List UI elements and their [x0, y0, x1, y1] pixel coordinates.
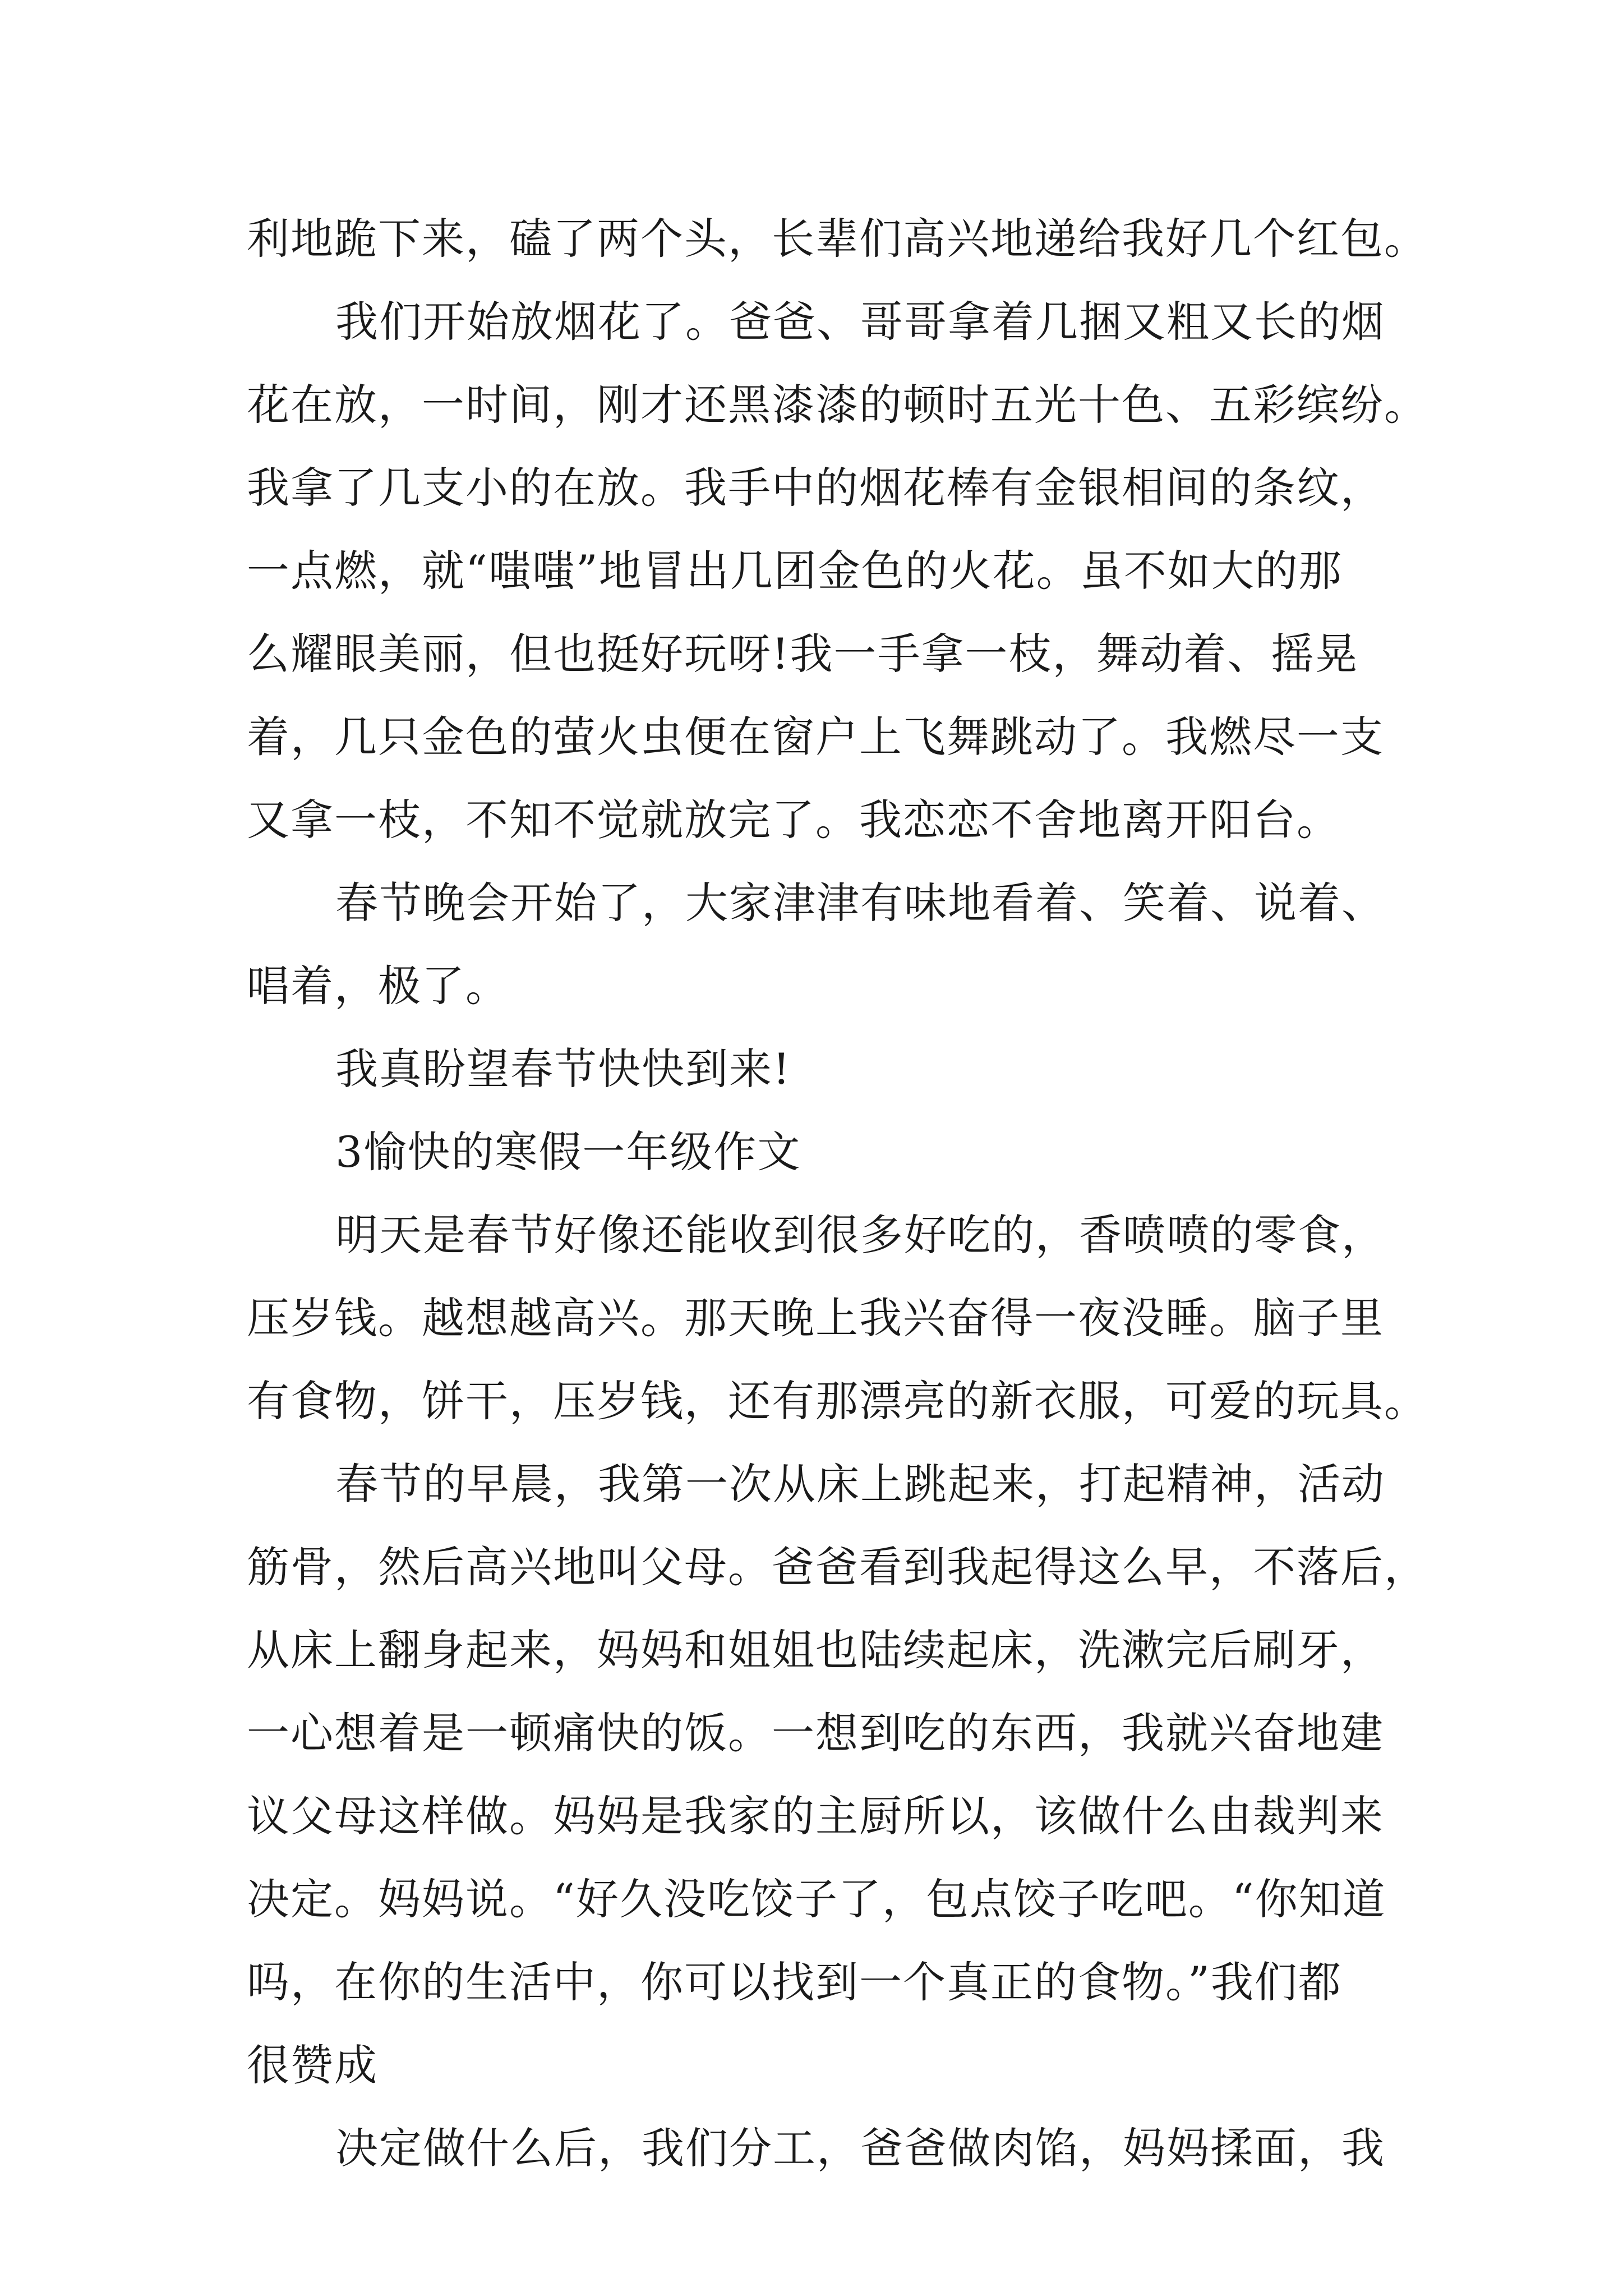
text-line: 又拿一枝，不知不觉就放完了。我恋恋不舍地离开阳台。	[247, 795, 1340, 845]
paragraph-start: 我们开始放烟花了。爸爸、哥哥拿着几捆又粗又长的烟	[335, 297, 1385, 347]
text-line: 很赞成	[247, 2040, 378, 2090]
paragraph-start: 春节的早晨，我第一次从床上跳起来，打起精神，活动	[335, 1459, 1385, 1509]
section-heading: 3愉快的寒假一年级作文	[335, 1127, 801, 1177]
text-line: 唱着，极了。	[247, 961, 509, 1011]
text-line: 我拿了几支小的在放。我手中的烟花棒有金银相间的条纹，	[247, 463, 1384, 513]
paragraph-start: 决定做什么后，我们分工，爸爸做肉馅，妈妈揉面，我	[335, 2123, 1385, 2173]
text-line: 利地跪下来，磕了两个头，长辈们高兴地递给我好几个红包。	[247, 214, 1428, 264]
text-line: 么耀眼美丽，但也挺好玩呀!我一手拿一枝，舞动着、摇晃	[247, 629, 1359, 679]
text-line: 决定。妈妈说。“好久没吃饺子了，包点饺子吃吧。“你知道	[247, 1874, 1386, 1924]
text-line: 压岁钱。越想越高兴。那天晚上我兴奋得一夜没睡。脑子里	[247, 1293, 1384, 1343]
text-line: 议父母这样做。妈妈是我家的主厨所以，该做什么由裁判来	[247, 1791, 1384, 1841]
text-line: 从床上翻身起来，妈妈和姐姐也陆续起床，洗漱完后刷牙，	[247, 1625, 1384, 1675]
text-line: 吗，在你的生活中，你可以找到一个真正的食物。”我们都	[247, 1957, 1342, 2007]
paragraph-start: 春节晚会开始了，大家津津有味地看着、笑着、说着、	[335, 878, 1385, 928]
text-line: 筋骨，然后高兴地叫父母。爸爸看到我起得这么早，不落后，	[247, 1542, 1428, 1592]
paragraph-start: 我真盼望春节快快到来!	[335, 1044, 791, 1094]
text-line: 着，几只金色的萤火虫便在窗户上飞舞跳动了。我燃尽一支	[247, 712, 1384, 762]
text-line: 一心想着是一顿痛快的饭。一想到吃的东西，我就兴奋地建	[247, 1708, 1384, 1758]
text-line: 一点燃，就“嗤嗤”地冒出几团金色的火花。虽不如大的那	[247, 546, 1343, 596]
paragraph-start: 明天是春节好像还能收到很多好吃的，香喷喷的零食，	[335, 1210, 1385, 1260]
text-line: 花在放，一时间，刚才还黑漆漆的顿时五光十色、五彩缤纷。	[247, 380, 1428, 430]
text-line: 有食物，饼干，压岁钱，还有那漂亮的新衣服，可爱的玩具。	[247, 1376, 1428, 1426]
